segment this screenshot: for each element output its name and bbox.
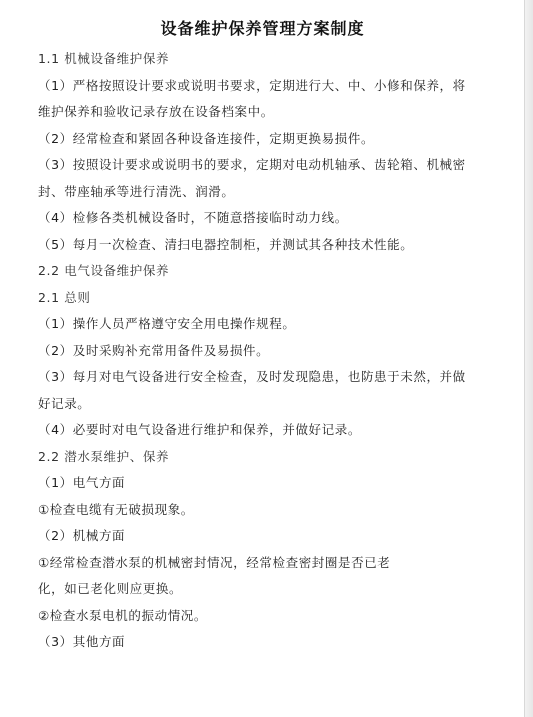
paragraph-line: （4）必要时对电气设备进行维护和保养，并做好记录。 <box>38 422 361 437</box>
paragraph-line: （3）其他方面 <box>38 634 126 649</box>
paragraph-line: （4）检修各类机械设备时，不随意搭接临时动力线。 <box>38 210 348 225</box>
section-heading: 1.1 机械设备维护保养 <box>38 51 170 66</box>
paragraph-line: （2）经常检查和紧固各种设备连接件，定期更换易损件。 <box>38 130 375 146</box>
paragraph-line: （1）电气方面 <box>38 475 126 490</box>
paragraph-line: （5）每月一次检查、清扫电器控制柜，并测试其各种技术性能。 <box>38 236 414 252</box>
paragraph-line: （1）操作人员严格遵守安全用电操作规程。 <box>38 316 296 331</box>
paragraph-line: （3）每月对电气设备进行安全检查，及时发现隐患，也防患于未然，并做 <box>38 369 466 384</box>
subsection-heading: 2.1 总则 <box>38 289 91 305</box>
paragraph-line: 维护保养和验收记录存放在设备档案中。 <box>38 104 274 119</box>
section-heading: 2.2 电气设备维护保养 <box>38 263 170 278</box>
paragraph-line: ①经常检查潜水泵的机械密封情况，经常检查密封圈是否已老 <box>38 554 391 570</box>
paragraph-line: 好记录。 <box>38 395 91 411</box>
paragraph-line: （1）严格按照设计要求或说明书要求，定期进行大、中、小修和保养，将 <box>38 77 466 93</box>
paragraph-line: （2）机械方面 <box>38 528 126 543</box>
page-edge-shadow <box>524 0 533 717</box>
paragraph-line: （3）按照设计要求或说明书的要求，定期对电动机轴承、齿轮箱、机械密 <box>38 157 466 172</box>
document-body <box>38 46 488 656</box>
paragraph-line: 化，如已老化则应更换。 <box>38 581 183 596</box>
paragraph-line: ①检查电缆有无破损现象。 <box>38 501 194 517</box>
paragraph-line: ②检查水泵电机的振动情况。 <box>38 607 208 623</box>
subsection-heading: 2.2 潜水泵维护、保养 <box>38 448 170 464</box>
document-title: 设备维护保养管理方案制度 <box>160 19 365 38</box>
paragraph-line: 封、带座轴承等进行清洗、润滑。 <box>38 183 235 199</box>
paragraph-line: （2）及时采购补充常用备件及易损件。 <box>38 342 270 358</box>
